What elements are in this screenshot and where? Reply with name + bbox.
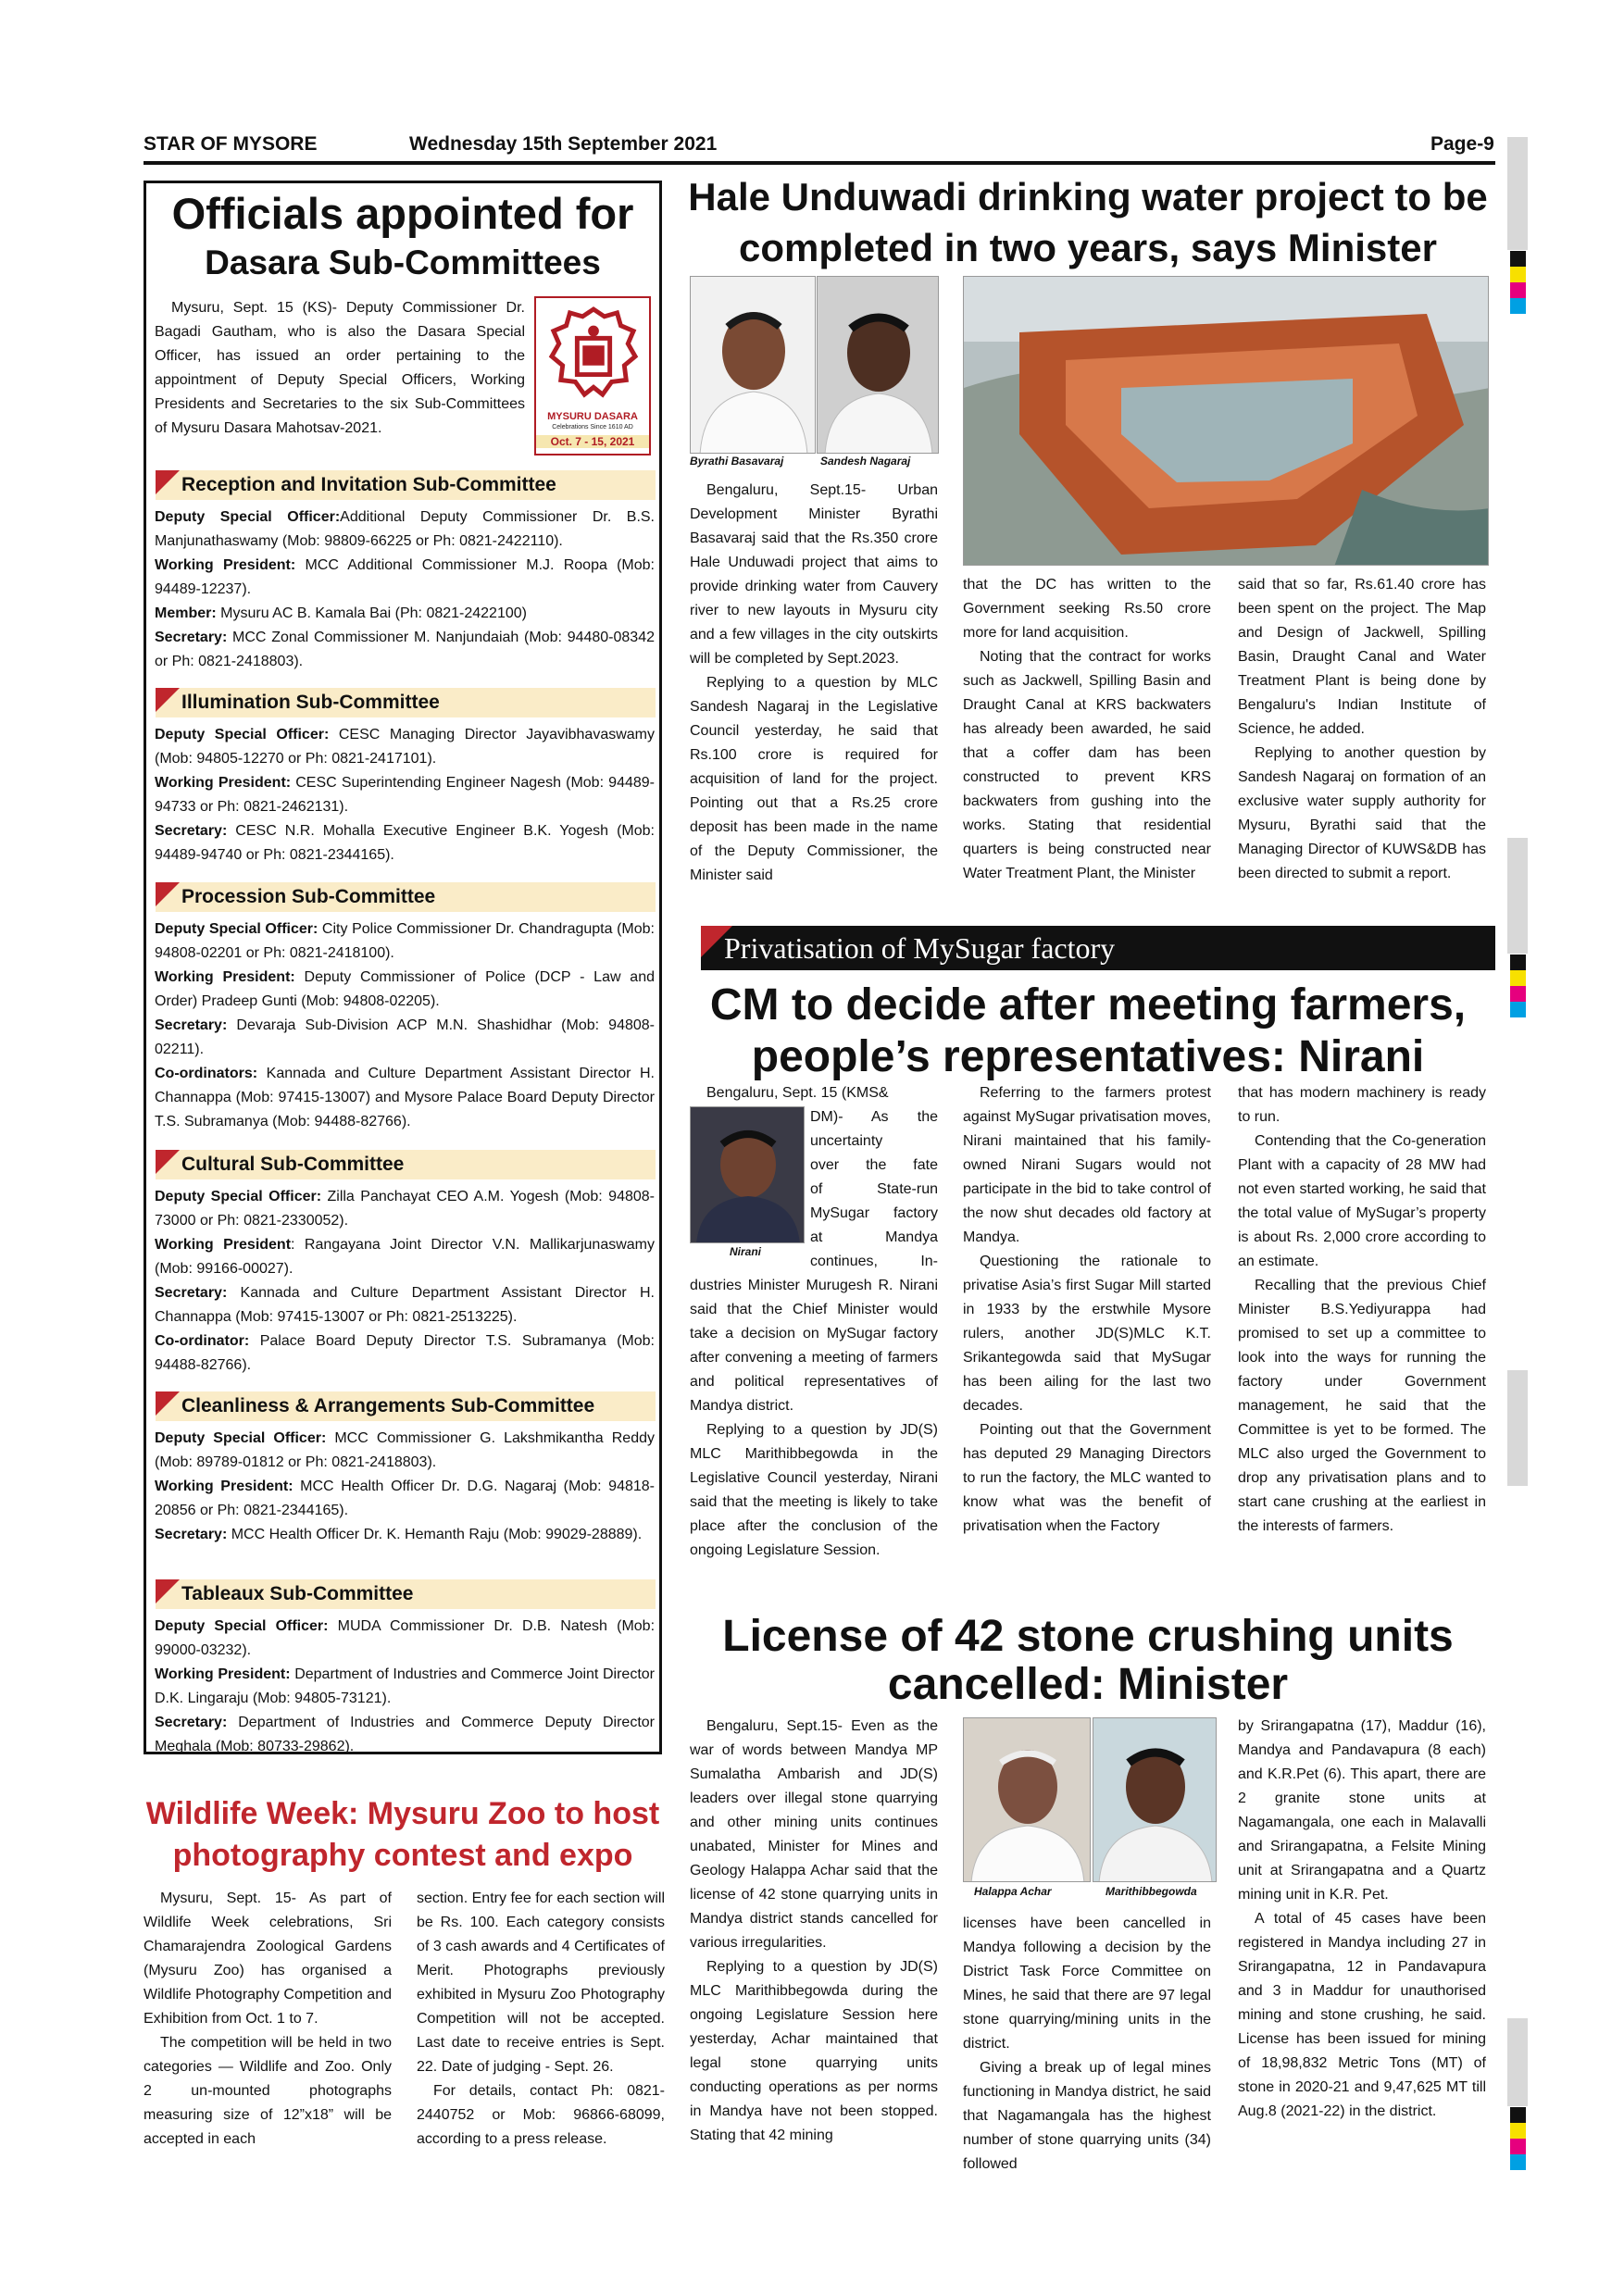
dasara-intro: Mysuru, Sept. 15 (KS)- Deputy Commissioner Dr. Bagadi Gautham, who is also the Dasara Special Officer, has issued an order pertaining to the appointment of Deputy Special Officers, Working Presidents and Secretaries to the six Sub-Committees of Mysuru Dasara Mahotsav-2021. [155,300,525,436]
print-strip-mid2 [1507,1370,1528,1486]
swatch-yellow [1510,970,1526,986]
red-flag-icon [156,470,180,494]
masthead [144,130,1495,163]
red-flag-icon [156,1150,180,1174]
license-column-1: Bengaluru, Sept.15- Even as the war of words between Mandya MP Sumalatha Ambarish and JD(S) leaders over illegal stone quarrying and other mining units continues unabated, Minister for Mines and Geology Halappa Achar said that the license of 42 stone quarrying units in Mandya district stands cancelled for various irregularities. Replying to a question by JD(S) MLC Marithibbegowda during the ongoing Legislature Session here yesterday, Achar maintained that legal stone quarrying units conducting operations as per norms in Mandya have not been stopped. Stating that 42 mining [690,1718,938,2143]
hale-column-1: Bengaluru, Sept.15- Urban Development Minister Byrathi Basavaraj said that the Rs.350 crore Hale Unduwadi project that aims to provide drinking water from Cauvery river to new layouts in Mysuru city and a few villages in the city outskirts will be completed by Sept.2023. Replying to a question by MLC Sandesh Nagaraj in the Legislative Council yesterday, he said that Rs.100 crore is required for acquisition of land for the project. Pointing out that a Rs.25 crore deposit has been made in the name of the Deputy Commissioner, the Minister said [690,482,938,883]
red-flag-icon [156,1579,180,1603]
section-body: Deputy Special Officer:Additional Deputy Commissioner Dr. B.S. Manjunathaswamy (Mob: 98809-66225 or Ph: 0821-2422110). Working President: MCC Additional Commissioner M.J. Roopa (Mob: 94489-12237). Member: Mysuru AC B. Kamala Bai (Ph: 0821-2422100) Secretary: MCC Zonal Commissioner M. Nanjundaiah (Mob: 94480-08342 or Ph: 0821-2418803). [155,509,656,669]
swatch-black [1510,955,1526,970]
license-headline: License of 42 stone crushing units cancelled: Minister [722,1612,1454,1709]
dasara-emblem-icon [548,304,639,407]
swatch-black [1510,2107,1526,2123]
swatch-cyan [1510,298,1526,314]
section-body: Deputy Special Officer: Zilla Panchayat CEO A.M. Yogesh (Mob: 94808-73000 or Ph: 0821-2330052). Working President: Rangayana Joint Director V.N. Mallikarjunaswamy (Mob: 99166-00027). Secretary: Kannada and Culture Department Assistant Director H. Channappa (Mob: 97415-13007 or Ph: 0821-2513225). Co-ordinator: Palace Board Deputy Director T.S. Subramanya (Mob: 94488-82766). [155,1189,656,1373]
portrait-halappa [963,1717,1091,1882]
masthead-rule [144,161,1495,165]
print-strip-bottom [1507,2018,1528,2106]
section-heading [156,1579,656,1609]
section-heading [156,1150,656,1179]
person-portrait-icon [1093,1718,1217,1882]
mysugar-column-2: Referring to the farmers protest against MySugar privatisation moves, Nirani maintained that his family-owned Nirani Sugars would not participate in the bid to take control of the now shut decades old factory at Mandya. Questioning the rationale to privatise Asia’s first Sugar Mill started in 1933 by the erstwhile Mysore rulers, another JD(S)MLC K.T. Srikantegowda said that MySugar has been ailing for the last two decades. Pointing out that the Government has deputed 29 Managing Directors to run the factory, the MLC wanted to know what was the benefit of privatisation when the Factory [963,1085,1211,1534]
mysugar-column-3: that has modern machinery is ready to run. Contending that the Co-generation Plant with a capacity of 28 MW had not even started working, he said that the total value of MySugar’s property is about Rs. 2,000 crore according to an estimate. Recalling that the previous Chief Minister B.S.Yediyurappa had promised to set up a committee to look into the ways for running the factory under Government management, he said that the Committee is yet to be formed. The MLC also urged the Government to drop any privatisation plans and to start cane crushing at the earliest in the interests of farmers. [1238,1085,1486,1534]
dasara-seal [534,296,651,455]
section-body: Deputy Special Officer: MUDA Commissioner Dr. D.B. Natesh (Mob: 99000-03232). Working President: Department of Industries and Commerce Joint Director D.K. Lingaraju (Mob: 94805-73121). Secretary: Department of Industries and Commerce Deputy Director Meghala (Mob: 80733-29862). [155,1618,656,1754]
hale-column-2: that the DC has written to the Government seeking Rs.50 crore more for land acquisition. Noting that the contract for works such as Jackwell, Spilling Basin and Draught Canal at KRS backwaters has already been awarded, he said that a coffer dam has been constructed to prevent KRS backwaters from gushing into the works. Stating that residential quarters is being constructed near Water Treatment Plant, the Minister [963,577,1211,881]
seal-dates: Oct. 7 - 15, 2021 [536,435,649,448]
portrait-sandesh [817,276,939,454]
caption-nirani: Nirani [730,1245,762,1258]
hale-column-3: said that so far, Rs.61.40 crore has been spent on the project. The Map and Design of Jackwell, Spilling Basin, Draught Canal and Water Treatment Plant is being done by Bengaluru's Indian Institute of Science, he added. Replying to another question by Sandesh Nagaraj on formation of an exclusive water supply authority for Mysuru, Byrathi said that the Managing Director of KUWS&DB has been directed to submit a report. [1238,577,1486,881]
section-heading [156,1391,656,1421]
zoo-column-2: section. Entry fee for each section will be Rs. 100. Each category consists of 3 cash awards and 4 Certificates of Merit. Photographs previously exhibited in Mysuru Zoo Photography Competition will not be accepted. Last date to receive entries is Sept. 22. Date of judging - Sept. 26. For details, contact Ph: 0821-2440752 or Mob: 96866-68099, according to a press release. [417,1890,665,2147]
caption-halappa: Halappa Achar [974,1885,1052,1898]
red-flag-icon [156,1391,180,1416]
zoo-column-1: Mysuru, Sept. 15- As part of Wildlife Week celebrations, Sri Chamarajendra Zoological Gardens (Mysuru Zoo) has organised a Wildlife Photography Competition and Exhibition from Oct. 1 to 7. The competition will be held in two categories — Wildlife and Zoo. Only 2 un-mounted photographs measuring size of 12”x18” will be accepted in each [144,1890,392,2147]
mysugar-column-1: Bengaluru, Sept. 15 (KMS& DM)- As the uncertainty over the fate of State-run MySugar factory at Mandya continues, In- dustries Minister Murugesh R. Nirani said that the Chief Minister would take a decision on MySugar factory after convening a meeting of farmers and political representatives of Mandya district. Replying to a question by JD(S) MLC Marithibbegowda in the Legislative Council yesterday, Nirani said that the meeting is likely to take place after the conclusion of the ongoing Legislature Session. [690,1085,938,1558]
portrait-byrathi [690,276,816,454]
section-heading [156,688,656,718]
section-body: Deputy Special Officer: CESC Managing Director Jayavibhavaswamy (Mob: 94805-12270 or Ph: 0821-2417101). Working President: CESC Superintending Engineer Nagesh (Mob: 94489-94733 or Ph: 0821-2462131). Secretary: CESC N.R. Mohalla Executive Engineer B.K. Yogesh (Mob: 94489-94740 or Ph: 0821-2344165). [155,727,655,863]
dasara-headline-line1: Officials appointed for [171,189,634,238]
section-body: Deputy Special Officer: MCC Commissioner G. Lakshmikantha Reddy (Mob: 89789-01812 or Ph: 0821-2418803). Working President: MCC Health Officer Dr. D.G. Nagaraj (Mob: 94818-20856 or Ph: 0821-2344165). Secretary: MCC Health Officer Dr. K. Hemanth Raju (Mob: 99029-28889). [155,1430,656,1542]
zoo-headline: Wildlife Week: Mysuru Zoo to host photography contest and expo [145,1796,660,1873]
caption-sandesh: Sandesh Nagaraj [820,455,911,468]
mysugar-headline: CM to decide after meeting farmers, people’s representatives: Nirani [709,980,1467,1081]
hale-headline: Hale Unduwadi drinking water project to be completed in two years, says Minister [688,175,1488,269]
section-title: Reception and Invitation Sub-Committee [181,474,556,495]
project-site-photo [963,276,1489,566]
person-portrait-icon [691,277,816,454]
swatch-magenta [1510,986,1526,1002]
dasara-headline-line2: Dasara Sub-Committees [205,243,601,281]
swatch-yellow [1510,2123,1526,2139]
license-column-2: licenses have been cancelled in Mandya following a decision by the District Task Force Committee on Mines, he said that there are 97 legal stone quarrying/mining units in the district. Giving a break up of legal mines functioning in Mandya district, he said that Nagamangala has the highest number of stone quarrying units (34) followed [963,1915,1211,2172]
caption-marithibbegowda: Marithibbegowda [1106,1885,1197,1898]
person-portrait-icon [964,1718,1091,1882]
mysugar-banner [701,926,1495,970]
swatch-magenta [1510,2139,1526,2154]
swatch-black [1510,251,1526,267]
aerial-earthwork-icon [964,277,1489,566]
section-title: Cultural Sub-Committee [181,1154,405,1175]
license-column-3: by Srirangapatna (17), Maddur (16), Mandya and Pandavapura (8 each) and K.R.Pet (6). This apart, there are 2 granite stone units at Nagamangala, one each in Malavalli and Srirangapatna, a Felsite Mining unit at Srirangapatna and a Quartz mining unit in K.R. Pet. A total of 45 cases have been registered in Mandya including 27 in Srirangapatna, 12 in Pandavapura and 3 in Maddur for unauthorised mining and stone crushing, he said. License has been issued for mining of 18,98,832 Metric Tons (MT) of stone in 2020-21 and 9,47,625 MT till Aug.8 (2021-22) in the district. [1238,1718,1486,2119]
person-portrait-icon [818,277,939,454]
section-title: Tableaux Sub-Committee [181,1583,414,1604]
section-heading [156,470,656,500]
page-number: Page-9 [1430,133,1494,155]
issue-date: Wednesday 15th September 2021 [409,133,718,155]
swatch-cyan [1510,2154,1526,2170]
section-heading [156,882,656,912]
red-flag-icon [156,882,180,906]
caption-byrathi: Byrathi Basavaraj [690,455,784,468]
swatch-yellow [1510,267,1526,282]
seal-since: Celebrations Since 1610 AD [552,424,633,430]
paper-name: STAR OF MYSORE [144,133,318,155]
swatch-cyan [1510,1002,1526,1017]
swatch-magenta [1510,282,1526,298]
section-title: Cleanliness & Arrangements Sub-Committee [181,1395,595,1416]
mysugar-banner-label: Privatisation of MySugar factory [724,931,1116,965]
print-strip-top [1507,137,1528,250]
portrait-marithibbegowda [1093,1717,1217,1882]
red-flag-icon [156,688,180,712]
section-body: Deputy Special Officer: City Police Commissioner Dr. Chandragupta (Mob: 94808-02201 or Ph: 0821-2418100). Working President: Deputy Commissioner of Police (DCP - Law and Order) Pradeep Gunti (Mob: 94808-02205). Secretary: Devaraja Sub-Division ACP M.N. Shashidhar (Mob: 94808-02211). Co-ordinators: Kannada and Culture Department Assistant Director H. Channappa (Mob: 97415-13007) and Mysore Palace Board Deputy Director T.S. Subramanya (Mob: 94488-82766). [155,921,656,1129]
section-title: Procession Sub-Committee [181,886,436,907]
seal-title: MYSURU DASARA [547,411,638,422]
section-title: Illumination Sub-Committee [181,692,440,713]
print-strip-mid1 [1507,838,1528,954]
